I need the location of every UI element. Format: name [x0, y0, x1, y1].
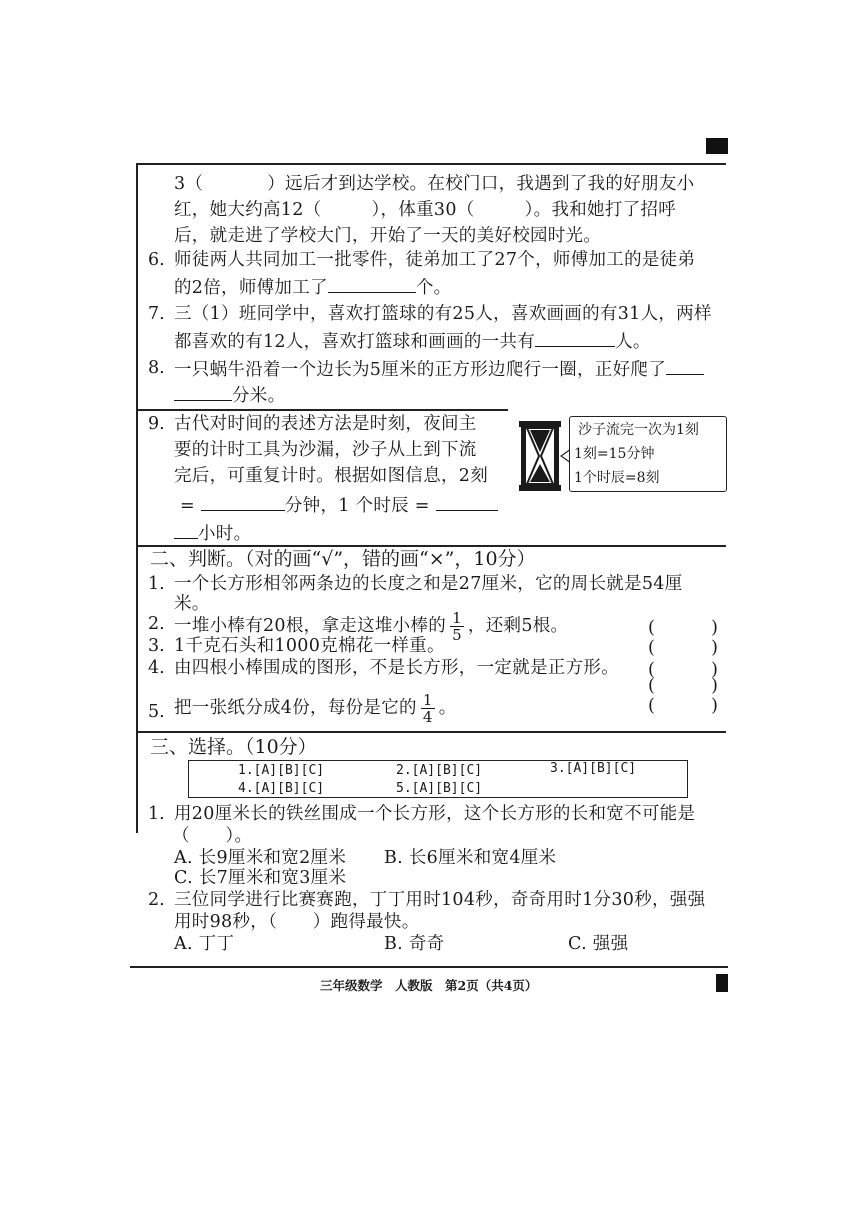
answer-choice-2[interactable]: 2.[A][B][C]	[396, 763, 483, 778]
left-rule	[136, 163, 138, 833]
choice-1-option-c[interactable]: C. 长7厘米和宽3厘米	[174, 868, 347, 888]
choice-1-line-1: 用20厘米长的铁丝围成一个长方形，这个长方形的长和宽不可能是	[174, 804, 696, 824]
choice-2-line-2: 用时98秒，（ ）跑得最快。	[174, 912, 420, 932]
section-3-title: 三、选择。（10分）	[150, 736, 317, 758]
question-9-line-5: 小时。	[174, 520, 251, 546]
choice-2-option-c[interactable]: C. 强强	[568, 934, 629, 954]
answer-blank[interactable]	[174, 520, 198, 539]
question-9-line-3: 完后，可重复计时。根据如图信息，2刻	[174, 466, 489, 486]
question-7-line-1: 三（1）班同学中，喜欢打篮球的有25人，喜欢画画的有31人，两样	[174, 304, 712, 324]
judge-3-number: 3.	[148, 636, 165, 656]
judge-1-line-2: 米。	[174, 594, 210, 614]
choice-1-line-2: （ ）。	[172, 826, 253, 846]
answer-blank[interactable]	[201, 492, 285, 511]
judge-4-number: 4.	[148, 658, 165, 678]
judge-3-answer-parens[interactable]: ( )	[648, 660, 718, 680]
judge-5-line: 把一张纸分成4份，每份是它的 $\frac{1}{4}$ 。	[174, 691, 457, 726]
question-7-line-2: 都喜欢的有12人，喜欢打篮球和画画的一共有 人。	[174, 328, 651, 354]
judge-1-line-1: 一个长方形相邻两条边的长度之和是27厘米，它的周长就是54厘	[174, 574, 683, 594]
answer-choice-3[interactable]: 3.[A][B][C]	[550, 761, 637, 776]
choice-1-option-a[interactable]: A. 长9厘米和宽2厘米	[174, 848, 347, 868]
question-6-line-1: 师徒两人共同加工一批零件，徒弟加工了27个，师傅加工的是徒弟	[174, 250, 696, 270]
answer-choice-1[interactable]: 1.[A][B][C]	[238, 763, 325, 778]
answer-choice-5[interactable]: 5.[A][B][C]	[396, 781, 483, 796]
registration-mark-bottom-right	[716, 974, 728, 992]
question-9-line-1: 古代对时间的表述方法是时刻，夜间主	[174, 414, 477, 434]
judge-2-line: 一堆小棒有20根，拿走这堆小棒的 $\frac{1}{5}$ ，还剩5根。	[174, 609, 569, 644]
paragraph-line-1: 3（ ）远后才到达学校。在校门口，我遇到了我的好朋友小	[174, 174, 695, 194]
answer-blank[interactable]	[436, 492, 498, 511]
choice-2-option-a[interactable]: A. 丁丁	[174, 934, 235, 954]
paragraph-line-3: 后，就走进了学校大门，开始了一天的美好校园时光。	[174, 226, 602, 246]
choice-1-option-b[interactable]: B. 长6厘米和宽4厘米	[384, 848, 557, 868]
answer-blank[interactable]	[174, 382, 232, 401]
choice-1-number: 1.	[148, 804, 165, 824]
note-line-1: 沙子流完一次为1刻	[578, 422, 699, 438]
judge-2-number: 2.	[148, 614, 165, 634]
judge-3-line: 1千克石头和1000克棉花一样重。	[174, 636, 445, 656]
registration-mark-top-right	[706, 138, 728, 154]
note-line-3: 1个时辰=8刻	[574, 470, 660, 486]
answer-blank[interactable]	[666, 356, 704, 375]
judge-5-number: 5.	[148, 702, 165, 722]
question-9-line-2: 要的计时工具为沙漏，沙子从上到下流	[174, 440, 477, 460]
question-9-number: 9.	[148, 414, 165, 434]
top-rule	[136, 163, 726, 165]
choice-2-line-1: 三位同学进行比赛赛跑，丁丁用时104秒，奇奇用时1分30秒，强强	[174, 890, 706, 910]
fraction-one-fifth: $\frac{1}{5}$	[452, 609, 462, 644]
judge-1-answer-parens[interactable]: ( )	[648, 618, 718, 638]
judge-2-answer-parens[interactable]: ( )	[648, 638, 718, 658]
choice-2-option-b[interactable]: B. 奇奇	[384, 934, 445, 954]
footer-rule	[130, 966, 728, 968]
question-8-line-1: 一只蜗牛沿着一个边长为5厘米的正方形边爬行一圈，正好爬了	[174, 356, 704, 382]
answer-blank[interactable]	[328, 274, 416, 293]
section-2-title: 二、判断。（对的画“√”，错的画“×”，10分）	[150, 548, 536, 570]
q9-divider	[136, 409, 508, 411]
judge-1-number: 1.	[148, 574, 165, 594]
section-3-rule	[136, 731, 726, 733]
question-7-number: 7.	[148, 304, 165, 324]
note-line-2: 1刻=15分钟	[574, 446, 655, 462]
hourglass-icon	[518, 420, 562, 492]
fraction-one-fourth: $\frac{1}{4}$	[422, 691, 433, 726]
judge-4-line: 由四根小棒围成的图形，不是长方形，一定就是正方形。	[174, 658, 619, 678]
choice-2-number: 2.	[148, 890, 165, 910]
question-8-number: 8.	[148, 358, 165, 378]
judge-5-answer-parens[interactable]: ( )	[648, 696, 718, 716]
answer-blank[interactable]	[535, 328, 615, 347]
question-9-line-4: = 分钟，1 个时辰 =	[180, 492, 498, 518]
answer-choice-4[interactable]: 4.[A][B][C]	[238, 781, 325, 796]
judge-4-answer-parens[interactable]: ( )	[648, 676, 718, 696]
page-footer: 三年级数学 人教版 第2页（共4页）	[320, 978, 538, 993]
question-6-line-2: 的2倍，师傅加工了 个。	[174, 274, 451, 300]
paragraph-line-2: 红，她大约高12（ ），体重30（ ）。我和她打了招呼	[174, 200, 677, 220]
question-8-line-2: 分米。	[174, 382, 285, 408]
question-6-number: 6.	[148, 250, 165, 270]
